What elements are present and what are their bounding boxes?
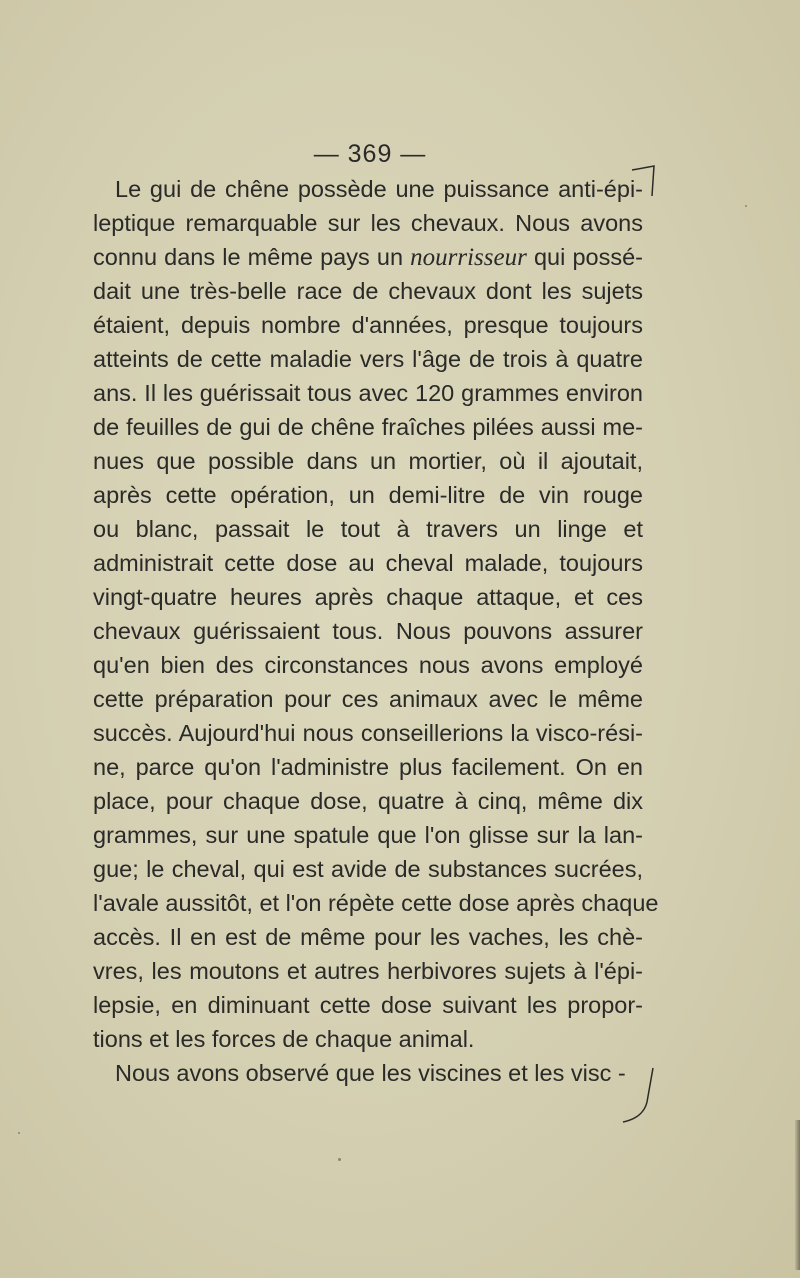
text-line: gue; le cheval, qui est avide de substances sucrées,	[93, 856, 643, 882]
text-segment: connu dans le même pays un	[93, 244, 411, 270]
paper-speck	[745, 205, 747, 207]
text-line: l'avale aussitôt, et l'on répète cette dose après chaque	[93, 890, 659, 916]
page-number: — 369 —	[313, 140, 427, 168]
page-edge-shadow	[795, 1120, 800, 1270]
pencil-bracket-bottom-mark	[615, 1062, 665, 1132]
pencil-bracket-top-mark	[630, 160, 660, 200]
text-line: succès. Aujourd'hui nous conseillerions la visco-rési-	[93, 720, 643, 746]
text-line: leptique remarquable sur les chevaux. Nous avons	[93, 210, 643, 236]
paper-speck	[18, 1132, 20, 1134]
text-line: ans. Il les guérissait tous avec 120 grammes environ	[93, 380, 643, 406]
text-line: accès. Il en est de même pour les vaches, les chè-	[93, 924, 643, 950]
text-line: étaient, depuis nombre d'années, presque toujours	[93, 312, 643, 338]
text-line: chevaux guérissaient tous. Nous pouvons assurer	[93, 618, 643, 644]
text-line: Nous avons observé que les viscines et les visc -	[115, 1060, 626, 1086]
text-line: vres, les moutons et autres herbivores sujets à l'épi-	[93, 958, 643, 984]
text-line: tions et les forces de chaque animal.	[93, 1026, 475, 1052]
text-line: dait une très-belle race de chevaux dont les sujets	[93, 278, 643, 304]
text-line: nues que possible dans un mortier, où il ajoutait,	[93, 448, 643, 474]
body-text	[93, 172, 659, 1090]
text-line: lepsie, en diminuant cette dose suivant les propor-	[93, 992, 643, 1018]
text-line: atteints de cette maladie vers l'âge de trois à quatre	[93, 346, 643, 372]
text-line: cette préparation pour ces animaux avec le même	[93, 686, 643, 712]
text-line	[93, 240, 643, 274]
text-line: après cette opération, un demi-litre de vin rouge	[93, 482, 643, 508]
text-line: Le gui de chêne possède une puissance anti-épi-	[115, 176, 643, 202]
text-line: qu'en bien des circonstances nous avons employé	[93, 652, 643, 678]
italic-term: nourrisseur	[410, 244, 527, 271]
paper-speck	[338, 1158, 341, 1161]
text-line: vingt-quatre heures après chaque attaque, et ces	[93, 584, 643, 610]
text-line: de feuilles de gui de chêne fraîches pilées aussi me-	[93, 414, 643, 440]
text-line: grammes, sur une spatule que l'on glisse sur la lan-	[93, 822, 643, 848]
text-line: administrait cette dose au cheval malade, toujours	[93, 550, 643, 576]
text-segment: qui possé-	[526, 244, 644, 270]
text-line: ne, parce qu'on l'administre plus facilement. On en	[93, 754, 643, 780]
text-line: ou blanc, passait le tout à travers un linge et	[93, 516, 643, 542]
text-line: place, pour chaque dose, quatre à cinq, même dix	[93, 788, 643, 814]
